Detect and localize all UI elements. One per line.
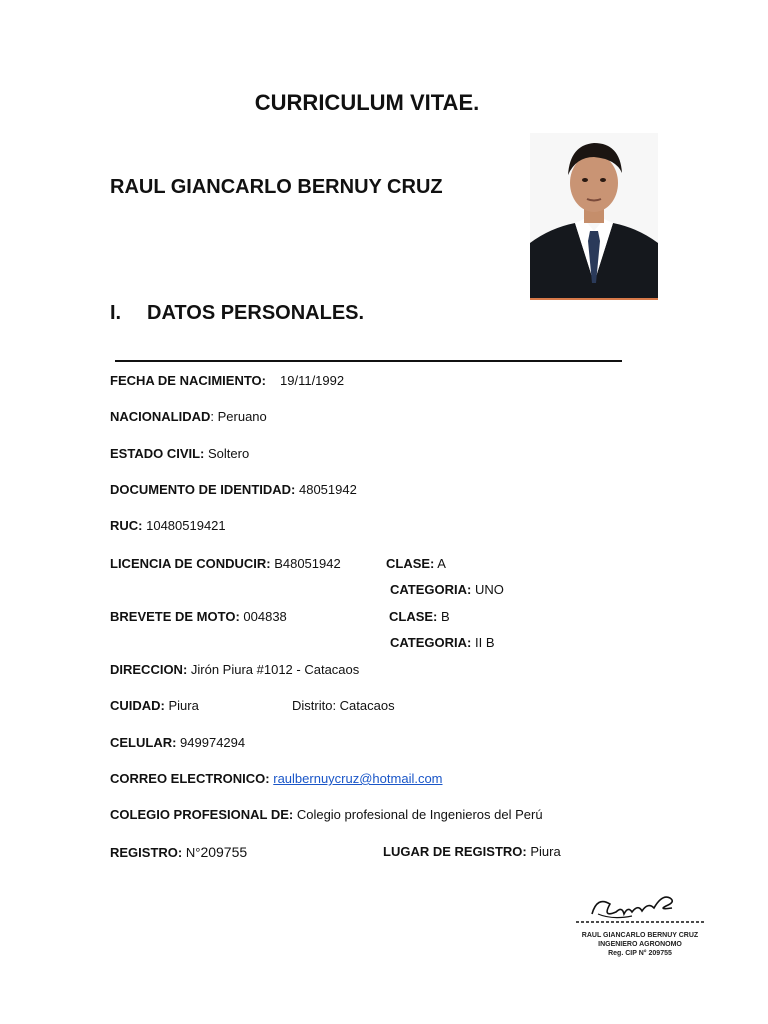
nationality-label: NACIONALIDAD	[110, 409, 211, 424]
license-row	[110, 556, 341, 572]
ruc-row	[110, 518, 226, 534]
college-label: COLEGIO PROFESIONAL DE:	[110, 807, 294, 822]
document-title: CURRICULUM VITAE.	[254, 90, 480, 115]
registry-label: REGISTRO:	[110, 845, 183, 860]
id-row	[110, 482, 357, 498]
moto-category-value: II B	[471, 635, 495, 650]
signature-icon	[572, 884, 708, 926]
moto-class	[389, 609, 450, 625]
section-number: I.	[110, 302, 122, 324]
section-divider	[115, 360, 622, 362]
phone-label: CELULAR:	[110, 735, 177, 750]
registry-row	[110, 844, 247, 861]
civil-label: ESTADO CIVIL:	[110, 446, 205, 461]
moto-category	[390, 635, 495, 651]
stamp-profession: INGENIERO AGRONOMO	[598, 941, 682, 948]
ruc-label: RUC:	[110, 518, 143, 533]
registry-prefix: N°	[182, 845, 201, 860]
registry-place-label: LUGAR DE REGISTRO:	[383, 844, 527, 859]
civil-row	[110, 446, 249, 462]
college-row	[110, 807, 543, 823]
license-category-value: UNO	[471, 582, 504, 597]
birth-value: 19/11/1992	[280, 373, 345, 388]
license-class	[386, 556, 446, 572]
registry-number: 209755	[200, 844, 248, 860]
address-label: DIRECCION:	[110, 662, 188, 677]
civil-value: Soltero	[204, 446, 250, 461]
nationality-row	[110, 409, 267, 425]
ruc-value: 10480519421	[142, 518, 226, 533]
email-label: CORREO ELECTRONICO:	[110, 771, 270, 786]
phone-value: 949974294	[176, 735, 246, 750]
section-heading	[110, 302, 364, 325]
email-link[interactable]: raulbernuycruz@hotmail.com	[273, 771, 443, 786]
address-row	[110, 662, 359, 678]
address-value: Jirón Piura #1012 - Catacaos	[187, 662, 360, 677]
signature-stamp	[572, 884, 708, 964]
registry-place	[383, 844, 561, 860]
id-label: DOCUMENTO DE IDENTIDAD:	[110, 482, 296, 497]
birth-row	[110, 373, 266, 389]
license-class-value: A	[434, 556, 446, 571]
profile-photo	[530, 133, 658, 300]
license-value: B48051942	[270, 556, 341, 571]
candidate-name: RAUL GIANCARLO BERNUY CRUZ	[110, 176, 443, 198]
section-title: DATOS PERSONALES.	[147, 302, 365, 324]
city-value: Piura	[164, 698, 199, 713]
college-value: Colegio profesional de Ingenieros del Perú	[293, 807, 543, 822]
district-text: Distrito: Catacaos	[292, 698, 395, 713]
birth-label: FECHA DE NACIMIENTO:	[110, 373, 266, 388]
email-row	[110, 771, 443, 787]
license-category	[390, 582, 504, 598]
stamp-registry: Reg. CIP N° 209755	[608, 950, 672, 957]
moto-class-value: B	[437, 609, 450, 624]
phone-row	[110, 735, 245, 751]
license-category-label: CATEGORIA:	[390, 582, 472, 597]
nationality-value: : Peruano	[210, 409, 267, 424]
moto-label: BREVETE DE MOTO:	[110, 609, 240, 624]
stamp-name: RAUL GIANCARLO BERNUY CRUZ	[581, 932, 699, 939]
moto-row	[110, 609, 287, 625]
license-label: LICENCIA DE CONDUCIR:	[110, 556, 271, 571]
registry-place-value: Piura	[526, 844, 561, 859]
city-label: CUIDAD:	[110, 698, 165, 713]
city-row	[110, 698, 199, 714]
moto-value: 004838	[239, 609, 287, 624]
moto-category-label: CATEGORIA:	[390, 635, 472, 650]
license-class-label: CLASE:	[386, 556, 435, 571]
id-value: 48051942	[295, 482, 357, 497]
moto-class-label: CLASE:	[389, 609, 438, 624]
